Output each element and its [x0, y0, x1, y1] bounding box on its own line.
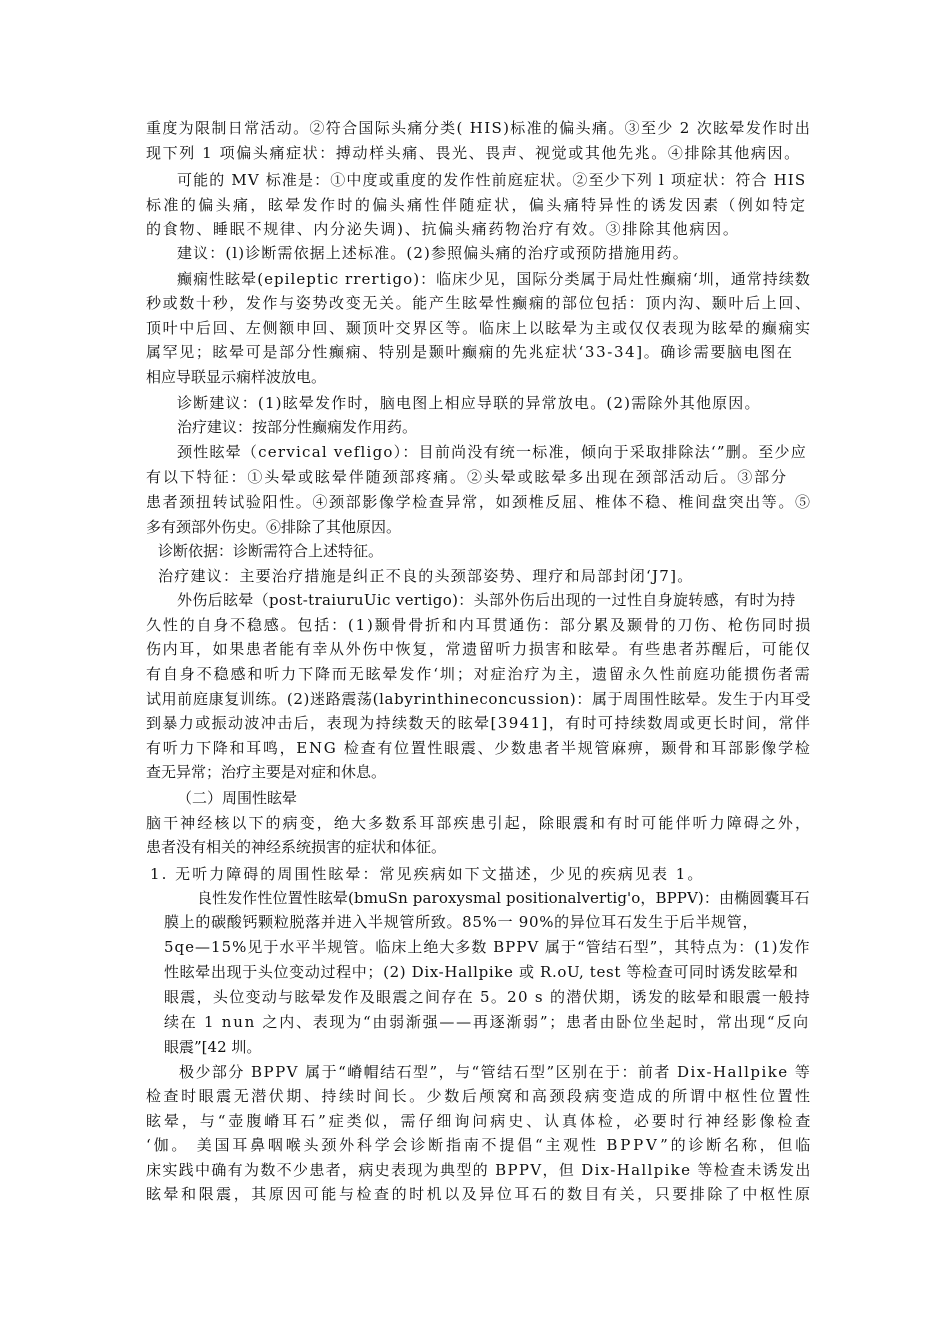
- text-line: 治疗建议：主要治疗措施是纠正不良的头颈部姿势、理疗和局部封闭‘J7]。: [158, 567, 694, 585]
- text-line: 久性的自身不稳感。包括：(1)颞骨骨折和内耳贯通伤：部分累及颞骨的刀伤、枪伤同时损: [146, 616, 813, 634]
- text-line: 标准的偏头痛，眩晕发作时的偏头痛性伴随症状，偏头痛特异性的诱发因素（例如特定: [146, 196, 808, 214]
- text-line: 性眩晕出现于头位变动过程中；(2) Dix-Hallpike 或 R.oU, test 等检查可同时诱发眩晕和: [164, 963, 799, 981]
- text-line: 治疗建议：按部分性癫痫发作用药。: [177, 418, 418, 436]
- text-line: 有听力下降和耳鸣，ENG 检查有位置性眼震、少数患者半规管麻痹，颞骨和耳部影像学检: [146, 739, 812, 757]
- text-line: 5qe—15%见于水平半规管。临床上绝大多数 BPPV 属于“管结石型”，其特点为：(1)发作: [164, 938, 811, 956]
- text-line: 眼震，头位变动与眩晕发作及眼震之间存在 5。20 s 的潜伏期，诱发的眩晕和眼震一般持: [164, 988, 811, 1006]
- text-line: 诊断依据：诊断需符合上述特征。: [158, 542, 384, 560]
- text-line: 脑干神经核以下的病变，绝大多数系耳部疾患引起，除眼震和有时可能伴听力障碍之外，: [146, 814, 813, 832]
- text-line: 良性发作性位置性眩晕(bmuSn paroxysmal positionalvertig'o，BPPV)：由椭圆囊耳石: [197, 889, 810, 907]
- text-line: 多有颈部外伤史。⑥排除了其他原因。: [146, 518, 402, 536]
- text-line: 患者颈扭转试验阳性。④颈部影像学检查异常，如颈椎反屈、椎体不稳、椎间盘突出等。⑤: [146, 493, 812, 511]
- text-line: 可能的 MV 标准是：①中度或重度的发作性前庭症状。②至少下列 l 项症状：符合 HIS: [177, 171, 807, 189]
- text-line: 试用前庭康复训练。(2)迷路震荡(labyrinthineconcussion)：属于周围性眩晕。发生于内耳受: [146, 690, 812, 708]
- text-line: ‘伽。 美国耳鼻咽喉头颈外科学会诊断指南不提倡“主观性 BPPV”的诊断名称，但临: [146, 1136, 814, 1154]
- text-line: 眩晕和限震，其原因可能与检查的时机以及异位耳石的数目有关，只要排除了中枢性原: [146, 1185, 813, 1203]
- text-line: 现下列 1 项偏头痛症状：搏动样头痛、畏光、畏声、视觉或其他先兆。④排除其他病因。: [146, 144, 801, 162]
- text-line: 顶叶中后回、左侧额申回、颞顶叶交界区等。临床上以眩晕为主或仅仅表现为眩晕的癫痫实: [146, 319, 812, 337]
- section-heading: （二）周围性眩晕: [177, 789, 298, 807]
- text-line: 诊断建议：(1)眩晕发作时，脑电图上相应导联的异常放电。(2)需除外其他原因。: [177, 394, 761, 412]
- text-line: 到暴力或振动波冲击后，表现为持续数天的眩晕[3941]，有时可持续数周或更长时间，常伴: [146, 714, 812, 732]
- text-line: 伤内耳，如果患者能有幸从外伤中恢复，常遗留听力损害和眩晕。有些患者苏醒后，可能仅: [146, 640, 812, 658]
- text-line: 检查时眼震无潜伏期、持续时间长。少数后颅窝和高颈段病变造成的所谓中枢性位置性: [146, 1087, 813, 1105]
- text-line: 建议：(l)诊断需依据上述标准。(2)参照偏头痛的治疗或预防措施用药。: [177, 244, 689, 262]
- text-line: 极少部分 BPPV 属于“嵴帽结石型”，与“管结石型”区别在于：前者 Dix-Hallpike 等: [179, 1063, 812, 1081]
- text-line: 秒或数十秒，发作与姿势改变无关。能产生眩晕性癫痫的部位包括：顶内沟、颞叶后上回、: [146, 294, 812, 312]
- text-line: 颈性眩晕（cervical vefligo）：目前尚没有统一标准，倾向于采取排除法‘”删。至少应: [177, 443, 807, 461]
- text-line: 癫痫性眩晕(epileptic rrertigo)：临床少见，国际分类属于局灶性癫痫‘圳，通常持续数: [177, 270, 811, 288]
- text-line: 的食物、睡眠不规律、内分泌失调)、抗偏头痛药物治疗有效。③排除其他病因。: [146, 220, 740, 238]
- text-line: 眼震”[42 圳。: [164, 1038, 262, 1056]
- text-line: 1. 无听力障碍的周围性眩晕：常见疾病如下文描述，少见的疾病见表 1。: [150, 865, 705, 883]
- text-line: 续在 1 nun 之内、表现为“由弱渐强——再逐渐弱”；患者由卧位坐起时，常出现“反向: [164, 1013, 810, 1031]
- text-line: 患者没有相关的神经系统损害的症状和体征。: [146, 838, 447, 856]
- text-line: 眩晕，与“壶腹嵴耳石”症类似，需仔细询问病史、认真体检，必要时行神经影像检查: [146, 1112, 814, 1130]
- text-line: 相应导联显示痫样波放电。: [146, 368, 327, 386]
- text-line: 重度为限制日常活动。②符合国际头痛分类( HIS)标准的偏头痛。③至少 2 次眩晕发作时出: [146, 119, 812, 137]
- text-line: 有自身不稳感和听力下降而无眩晕发作‘圳；对症治疗为主，遗留永久性前庭功能掼伤者需: [146, 665, 812, 683]
- text-line: 有以下特征：①头晕或眩晕伴随颈部疼痛。②头晕或眩晕多出现在颈部活动后。③部分: [146, 468, 788, 486]
- text-line: 查无异常；治疗主要是对症和休息。: [146, 763, 387, 781]
- text-line: 床实践中确有为数不少患者，病史表现为典型的 BPPV，但 Dix-Hallpike 等检查未诱发出: [146, 1161, 812, 1179]
- text-line: 属罕见；眩晕可是部分性癫痫、特别是颞叶癫痫的先兆症状‘33-34]。确诊需要脑电图在: [146, 343, 794, 361]
- text-line: 膜上的碳酸钙颗粒脱落并进入半规管所致。85%一 90%的异位耳石发生于后半规管，: [164, 913, 759, 931]
- text-line: 外伤后眩晕（post-traiuruUic vertigo)：头部外伤后出现的一过性自身旋转感，有时为持: [177, 591, 796, 609]
